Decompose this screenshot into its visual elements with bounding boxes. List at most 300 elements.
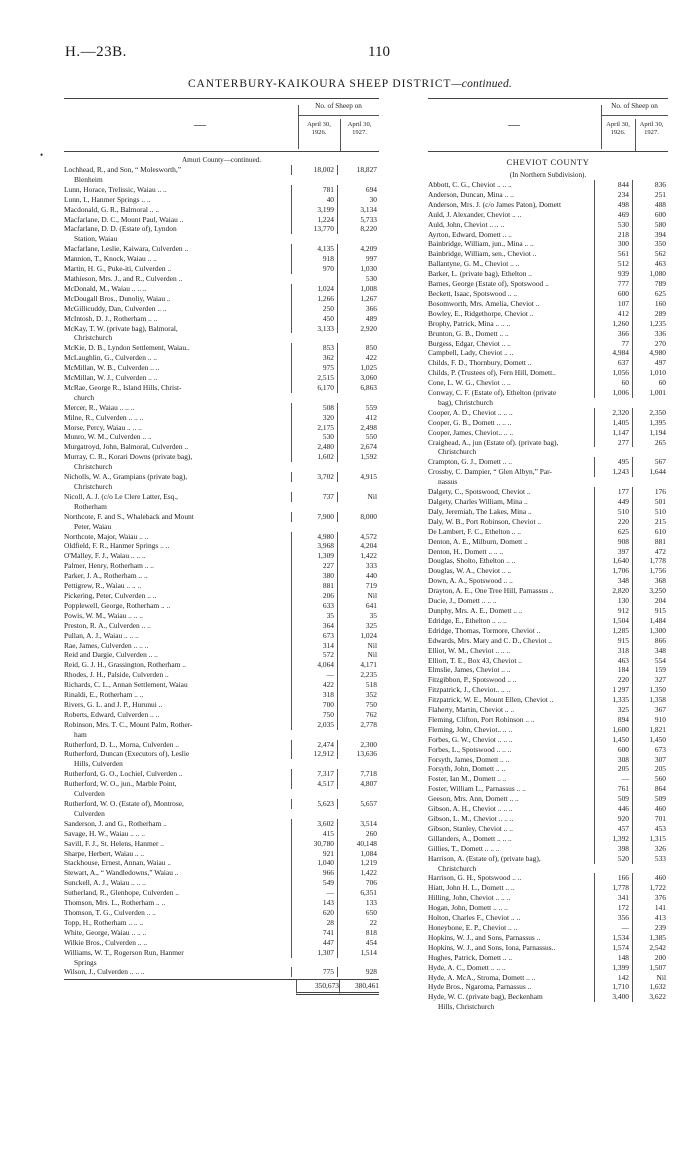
- table-row: [428, 675, 668, 685]
- owner-name: Edridge, Thomas, Tormore, Cheviot ..: [428, 625, 541, 635]
- owner-name: Ballantyne, G. M., Cheviot .. ..: [428, 259, 520, 269]
- owner-name: Fitzpatrick, J., Cheviot.. .. ..: [428, 685, 511, 695]
- sheep-1927: 367: [632, 705, 668, 715]
- left-table-body: [64, 156, 379, 995]
- table-row: [64, 858, 379, 868]
- table-row: [428, 854, 668, 864]
- owner-name: Mannion, T., Knock, Waiau .. ..: [64, 254, 157, 264]
- sheep-1926: 3,702: [291, 472, 337, 482]
- table-row-continuation: [64, 789, 379, 799]
- sheep-1927: 650: [337, 908, 379, 918]
- sheep-1927: 453: [632, 824, 668, 834]
- sheep-1926: 1 297: [594, 685, 632, 695]
- sheep-1926: 3,199: [291, 205, 337, 215]
- table-row: [428, 210, 668, 220]
- sheep-1926: 1,534: [594, 933, 632, 943]
- table-row-continuation: [64, 809, 379, 819]
- table-row: [428, 982, 668, 992]
- sheep-1927: 6,863: [337, 383, 379, 393]
- owner-name: Daly, Jeremiah, The Lakes, Mina ..: [428, 506, 532, 516]
- sheep-1926: 1,307: [291, 948, 337, 958]
- owner-name: Morse, Percy, Waiau .. .. ..: [64, 422, 142, 432]
- sheep-1926: 881: [291, 581, 337, 591]
- table-row: [64, 403, 379, 413]
- table-row: [64, 581, 379, 591]
- sheep-1926: 1,778: [594, 883, 632, 893]
- sheep-1926: 2,474: [291, 740, 337, 750]
- sheep-1926: 415: [291, 829, 337, 839]
- sheep-1926: 894: [594, 715, 632, 725]
- sheep-1926: 7,317: [291, 769, 337, 779]
- sheep-1927: 13,636: [337, 749, 379, 759]
- owner-name: Stackhouse, Ernest, Annan, Waiau ..: [64, 858, 172, 868]
- owner-name: Martin, H. G., Puke-iti, Culverden ..: [64, 264, 172, 274]
- owner-name: Pullan, A. J., Waiau .. .. ..: [64, 630, 139, 640]
- sheep-1927: 3,622: [632, 992, 668, 1002]
- table-row: [64, 294, 379, 304]
- sheep-1926: 177: [594, 487, 632, 497]
- owner-name: McDougall Bros., Dunoliy, Waiau ..: [64, 293, 171, 303]
- sheep-1927: 35: [337, 611, 379, 621]
- sheep-1927: 497: [632, 358, 668, 368]
- sheep-1927: 580: [632, 220, 668, 230]
- sheep-1927: 440: [337, 571, 379, 581]
- table-row: [64, 472, 379, 482]
- table-row-continuation: [428, 1002, 668, 1012]
- owner-name: Daly, W. B., Port Robinson, Cheviot ..: [428, 516, 542, 526]
- table-row: [64, 244, 379, 254]
- table-row: [428, 329, 668, 339]
- sheep-1926: 520: [594, 854, 632, 864]
- sheep-1927: 1,507: [632, 963, 668, 973]
- owner-name: McKay, T. W. (private bag), Balmoral,: [64, 323, 178, 333]
- owner-name: Elmslie, James, Cheviot .. ..: [428, 665, 511, 675]
- table-row-continuation: [428, 398, 668, 408]
- owner-name: Sharpe, Herbert, Waiau .. ..: [64, 848, 145, 858]
- owner-name: Childs, P. (Trustees of), Fern Hill, Domett..: [428, 368, 556, 378]
- sheep-1926: 320: [291, 413, 337, 423]
- owner-name: Macfarlane, D. D. (Estate of), Lyndon: [64, 224, 177, 234]
- table-row: [428, 893, 668, 903]
- table-row: [428, 388, 668, 398]
- sheep-1927: 289: [632, 309, 668, 319]
- table-row: [428, 230, 668, 240]
- sheep-1926: 775: [291, 967, 337, 977]
- sheep-1926: 750: [291, 710, 337, 720]
- owner-name: Brunton, G. B., Domett .. ..: [428, 328, 509, 338]
- owner-name: Mercer, R., Waiau .. .. ..: [64, 402, 135, 412]
- sheep-1927: 5,657: [337, 799, 379, 809]
- sheep-1926: 1,504: [594, 616, 632, 626]
- sheep-1926: 28: [291, 918, 337, 928]
- total-1927: 380,461: [339, 980, 379, 995]
- sheep-1926: 512: [594, 259, 632, 269]
- name-column-header: —: [508, 117, 520, 131]
- sheep-1926: 2,175: [291, 423, 337, 433]
- owner-name: Robinson, Mrs. T. C., Mount Palm, Rother-: [64, 719, 193, 729]
- table-row: [64, 532, 379, 542]
- sheep-1926: 206: [291, 591, 337, 601]
- owner-name: Springs: [74, 957, 97, 967]
- table-row: [64, 314, 379, 324]
- sheep-1927: 1,080: [632, 269, 668, 279]
- sheep-1927: 1,644: [632, 467, 668, 477]
- sheep-1926: 3,968: [291, 541, 337, 551]
- sheep-1927: 413: [632, 913, 668, 923]
- owner-name: Station, Waiau: [74, 234, 118, 244]
- table-row: [64, 839, 379, 849]
- owner-name: bag), Christchurch: [438, 397, 494, 407]
- owner-name: Stewart, A., “ Wandledowns,” Waiau ..: [64, 868, 179, 878]
- sheep-1927: 176: [632, 487, 668, 497]
- table-row: [64, 492, 379, 502]
- sheep-1927: 1,484: [632, 616, 668, 626]
- sheep-1927: 562: [632, 249, 668, 259]
- sheep-1927: 460: [632, 873, 668, 883]
- sheep-1927: 2,674: [337, 442, 379, 452]
- sheep-1926: 300: [594, 239, 632, 249]
- table-row: [428, 616, 668, 626]
- table-row: [64, 829, 379, 839]
- sheep-1926: 6,170: [291, 383, 337, 393]
- owner-name: Parker, J. A., Rotherham .. ..: [64, 571, 148, 581]
- sheep-1927: 789: [632, 279, 668, 289]
- owner-name: Sanderson, J. and G., Rotherham ..: [64, 818, 167, 828]
- sheep-1927: Nil: [337, 641, 379, 651]
- table-row: [428, 665, 668, 675]
- owner-name: Gibson, Stanley, Cheviot .. ..: [428, 823, 513, 833]
- owner-name: Dalgety, C., Spotswood, Cheviot ..: [428, 487, 531, 497]
- sheep-1926: 781: [291, 185, 337, 195]
- table-row: [64, 165, 379, 175]
- table-row: [428, 348, 668, 358]
- sheep-1927: 1,025: [337, 363, 379, 373]
- sheep-1926: 366: [594, 329, 632, 339]
- owner-name: Elliot, W. M., Cheviot .. .. ..: [428, 645, 511, 655]
- owner-name: Richards, C. L., Annan Settlement, Waiau: [64, 680, 188, 690]
- sheep-1926: 921: [291, 849, 337, 859]
- table-row: [428, 646, 668, 656]
- owner-name: Northcote, F. and S., Whaleback and Mount: [64, 511, 194, 521]
- sheep-count-header: No. of Sheep on: [611, 102, 658, 110]
- sheep-1926: 318: [291, 690, 337, 700]
- sheep-1927: 818: [337, 928, 379, 938]
- table-row: [64, 215, 379, 225]
- sheep-1926: 1,260: [594, 319, 632, 329]
- sheep-1927: 307: [632, 755, 668, 765]
- sheep-1926: 673: [291, 631, 337, 641]
- owner-name: Hopkins, W. J., and Sons, Parnassus ..: [428, 932, 541, 942]
- owner-name: Rutherford, G. O., Lochiel, Culverden ..: [64, 769, 183, 779]
- sheep-1927: 160: [632, 299, 668, 309]
- sheep-1926: 12,912: [291, 749, 337, 759]
- owner-name: Forbes, G. W., Cheviot .. .. ..: [428, 734, 513, 744]
- sheep-1926: 1,710: [594, 982, 632, 992]
- sheep-1926: 1,640: [594, 556, 632, 566]
- table-row: [64, 641, 379, 651]
- sheep-1926: 966: [291, 868, 337, 878]
- table-row: [428, 418, 668, 428]
- table-row: [64, 373, 379, 383]
- sheep-1926: —: [291, 670, 337, 680]
- sheep-1926: 3,133: [291, 324, 337, 334]
- sheep-1926: 908: [594, 537, 632, 547]
- sheep-1926: 398: [594, 844, 632, 854]
- sheep-1927: 40,148: [337, 839, 379, 849]
- table-row: [428, 626, 668, 636]
- table-row: [428, 883, 668, 893]
- sheep-1927: 928: [337, 967, 379, 977]
- sheep-1926: 777: [594, 279, 632, 289]
- table-row-continuation: [64, 393, 379, 403]
- sheep-1927: 533: [632, 854, 668, 864]
- sheep-1927: 866: [632, 636, 668, 646]
- table-row: [428, 358, 668, 368]
- sheep-1926: 2,480: [291, 442, 337, 452]
- sheep-1926: 600: [594, 745, 632, 755]
- owner-name: Ayrton, Edward, Domett .. ..: [428, 229, 512, 239]
- sheep-1926: 561: [594, 249, 632, 259]
- sheep-1927: 501: [632, 497, 668, 507]
- sheep-1926: 314: [291, 641, 337, 651]
- right-table: [428, 98, 668, 1012]
- table-row: [64, 878, 379, 888]
- owner-name: Harrison, G. H., Spotswood .. ..: [428, 873, 522, 883]
- sheep-1926: 1,309: [291, 551, 337, 561]
- owner-name: Bainbridge, William, jun., Mina .. ..: [428, 239, 534, 249]
- sheep-1927: 1,395: [632, 418, 668, 428]
- sheep-1927: 2,498: [337, 423, 379, 433]
- sheep-1927: 836: [632, 180, 668, 190]
- owner-name: Crossby, C. Dampier, “ Glen Albyn,” Par-: [428, 467, 552, 477]
- table-row-continuation: [64, 502, 379, 512]
- table-row: [64, 740, 379, 750]
- sheep-1926: 741: [291, 928, 337, 938]
- sheep-1927: 1,008: [337, 284, 379, 294]
- table-row: [428, 873, 668, 883]
- sheep-1927: 1,001: [632, 388, 668, 398]
- sheep-1926: 2,035: [291, 720, 337, 730]
- table-row-continuation: [64, 759, 379, 769]
- sheep-1926: 107: [594, 299, 632, 309]
- sheep-1926: 1,574: [594, 943, 632, 953]
- sheep-1927: 4,204: [337, 541, 379, 551]
- owner-name: Hills, Christchurch: [438, 1002, 495, 1012]
- table-row-continuation: [64, 175, 379, 185]
- owner-name: Rutherford, Duncan (Executors of), Leslie: [64, 749, 190, 759]
- table-row: [428, 200, 668, 210]
- table-row-continuation: [64, 730, 379, 740]
- table-row: [64, 195, 379, 205]
- owner-name: Honeybone, E. P., Cheviot .. ..: [428, 922, 518, 932]
- owner-name: McKie, D. B., Lyndon Settlement, Waiau..: [64, 343, 190, 353]
- table-row-continuation: [64, 958, 379, 968]
- table-row: [428, 606, 668, 616]
- sheep-1926: 1,006: [594, 388, 632, 398]
- table-row: [428, 457, 668, 467]
- sheep-1926: 130: [594, 596, 632, 606]
- sheep-1926: 457: [594, 824, 632, 834]
- sheep-1926: 220: [594, 517, 632, 527]
- sheep-1927: 673: [632, 745, 668, 755]
- sheep-1927: 641: [337, 601, 379, 611]
- title-main: CANTERBURY-KAIKOURA SHEEP DISTRICT: [187, 78, 452, 90]
- sheep-count-header: No. of Sheep on: [315, 102, 362, 110]
- table-row: [64, 967, 379, 977]
- table-row: [64, 284, 379, 294]
- table-row: [428, 566, 668, 576]
- owner-name: Barker, L. (private bag), Ethelton ..: [428, 269, 532, 279]
- owner-name: Brophy, Patrick, Mina .. .. ..: [428, 318, 511, 328]
- table-row: [428, 963, 668, 973]
- sheep-1927: 3,514: [337, 819, 379, 829]
- sheep-1927: 701: [632, 814, 668, 824]
- sheep-1927: 1,024: [337, 631, 379, 641]
- sheep-1926: 939: [594, 269, 632, 279]
- sheep-1926: 3,400: [594, 992, 632, 1002]
- sheep-1927: 4,171: [337, 660, 379, 670]
- table-row: [428, 715, 668, 725]
- sheep-1927: 270: [632, 339, 668, 349]
- table-row: [64, 611, 379, 621]
- sheep-1926: 1,285: [594, 626, 632, 636]
- owner-name: Mathieson, Mrs. J., and R., Culverden ..: [64, 273, 183, 283]
- table-row: [64, 631, 379, 641]
- owner-name: Fleming, John, Cheviot.. .. ..: [428, 724, 513, 734]
- sheep-1927: 8,000: [337, 512, 379, 522]
- sheep-1926: 184: [594, 665, 632, 675]
- sheep-1926: 1,335: [594, 695, 632, 705]
- county-heading: CHEVIOT COUNTY: [506, 157, 590, 167]
- owner-name: nassus: [438, 477, 458, 487]
- sheep-1927: 1,084: [337, 849, 379, 859]
- sheep-1927: 560: [632, 774, 668, 784]
- sheep-1926: 4,980: [291, 532, 337, 542]
- sheep-1927: 18,827: [337, 165, 379, 175]
- table-row: [64, 928, 379, 938]
- table-row: [428, 339, 668, 349]
- table-row: [428, 764, 668, 774]
- sheep-1927: 376: [632, 893, 668, 903]
- sheep-1927: 762: [337, 710, 379, 720]
- table-row: [64, 908, 379, 918]
- owner-name: Culverden: [74, 789, 105, 799]
- owner-name: Sunckell, A. J., Waiau .. .. ..: [64, 878, 146, 888]
- owner-name: Pickering, Peter, Culverden .. ..: [64, 590, 157, 600]
- owner-name: ham: [74, 729, 87, 739]
- sheep-1927: 348: [632, 646, 668, 656]
- sheep-1927: 1,030: [337, 264, 379, 274]
- sheep-1926: —: [291, 888, 337, 898]
- owner-name: Denton, H., Domett .. .. ..: [428, 546, 504, 556]
- sheep-1926: 449: [594, 497, 632, 507]
- owner-name: Christchurch: [74, 333, 113, 343]
- table-row: [64, 938, 379, 948]
- sheep-1927: 215: [632, 517, 668, 527]
- sheep-1927: 1,514: [337, 948, 379, 958]
- sheep-1927: 1,300: [632, 626, 668, 636]
- sheep-1927: 260: [337, 829, 379, 839]
- sheep-1927: 881: [632, 537, 668, 547]
- year-1926-header: April 30, 1926.: [606, 121, 630, 136]
- owner-name: church: [74, 392, 95, 402]
- sheep-1926: 2,320: [594, 408, 632, 418]
- sheep-1927: 719: [337, 581, 379, 591]
- sheep-1926: 1,266: [291, 294, 337, 304]
- sheep-1927: 1,756: [632, 566, 668, 576]
- owner-name: Forsyth, James, Domett .. ..: [428, 754, 510, 764]
- table-row: [428, 596, 668, 606]
- table-row: [428, 190, 668, 200]
- owner-name: Culverden: [74, 808, 105, 818]
- sheep-1926: 530: [594, 220, 632, 230]
- owner-name: Cooper, G. B., Domett .. .. ..: [428, 417, 512, 427]
- owner-name: Ducie, J., Domett .. .. ..: [428, 596, 497, 606]
- sheep-1926: 341: [594, 893, 632, 903]
- sheep-1927: 750: [337, 700, 379, 710]
- owner-name: Rae, James, Culverden .. .. ..: [64, 640, 149, 650]
- table-row: [428, 685, 668, 695]
- sheep-1927: 454: [337, 938, 379, 948]
- owner-name: Williams, W. T., Rogerson Run, Hanmer: [64, 947, 184, 957]
- sheep-1927: 997: [337, 254, 379, 264]
- sheep-1927: 910: [632, 715, 668, 725]
- sheep-1926: 1,450: [594, 735, 632, 745]
- sheep-1927: 1,422: [337, 868, 379, 878]
- table-row: [428, 467, 668, 477]
- table-row: [64, 819, 379, 829]
- total-1926: 350,673: [296, 980, 339, 995]
- table-row: [428, 368, 668, 378]
- sheep-1927: 159: [632, 665, 668, 675]
- table-row: [64, 185, 379, 195]
- owner-name: Hogan, John, Domett .. .. ..: [428, 903, 508, 913]
- table-row: [428, 497, 668, 507]
- table-row: [64, 749, 379, 759]
- sheep-1926: 4,064: [291, 660, 337, 670]
- sheep-1927: 460: [632, 804, 668, 814]
- sheep-1926: 530: [291, 432, 337, 442]
- owner-name: McDonald, M., Waiau .. .. ..: [64, 283, 147, 293]
- sheep-1926: 508: [291, 403, 337, 413]
- owner-name: Rinaldi, E., Rotherham .. ..: [64, 690, 144, 700]
- table-row: [428, 903, 668, 913]
- table-row: [428, 556, 668, 566]
- sheep-1926: 412: [594, 309, 632, 319]
- sheep-1926: 1,040: [291, 858, 337, 868]
- sheep-1926: 1,602: [291, 452, 337, 462]
- owner-name: Hiatt, John H. L., Domett .. ..: [428, 883, 515, 893]
- owner-name: Craighead, A., jun (Estate of). (private bag),: [428, 437, 559, 447]
- table-row: [428, 586, 668, 596]
- sheep-1926: 364: [291, 621, 337, 631]
- table-row: [428, 844, 668, 854]
- owner-name: Abbott, C. G., Cheviot .. .. ..: [428, 180, 512, 189]
- table-row: [64, 849, 379, 859]
- sheep-1927: 4,980: [632, 348, 668, 358]
- sheep-1927: 205: [632, 764, 668, 774]
- table-row: [428, 834, 668, 844]
- sheep-1926: 397: [594, 547, 632, 557]
- table-row: [64, 561, 379, 571]
- owner-name: Christchurch: [438, 447, 477, 457]
- owner-name: Rutherford, W. O., jun., Marble Point,: [64, 779, 177, 789]
- owner-name: Nicoll, A. J. (c/o Le Clere Latter, Esq.,: [64, 491, 179, 501]
- sheep-1927: 1,450: [632, 735, 668, 745]
- owner-name: Wilson, J., Culverden .. .. ..: [64, 967, 145, 977]
- owner-name: Savage, H. W., Waiau .. .. ..: [64, 828, 145, 838]
- sheep-1927: 1,385: [632, 933, 668, 943]
